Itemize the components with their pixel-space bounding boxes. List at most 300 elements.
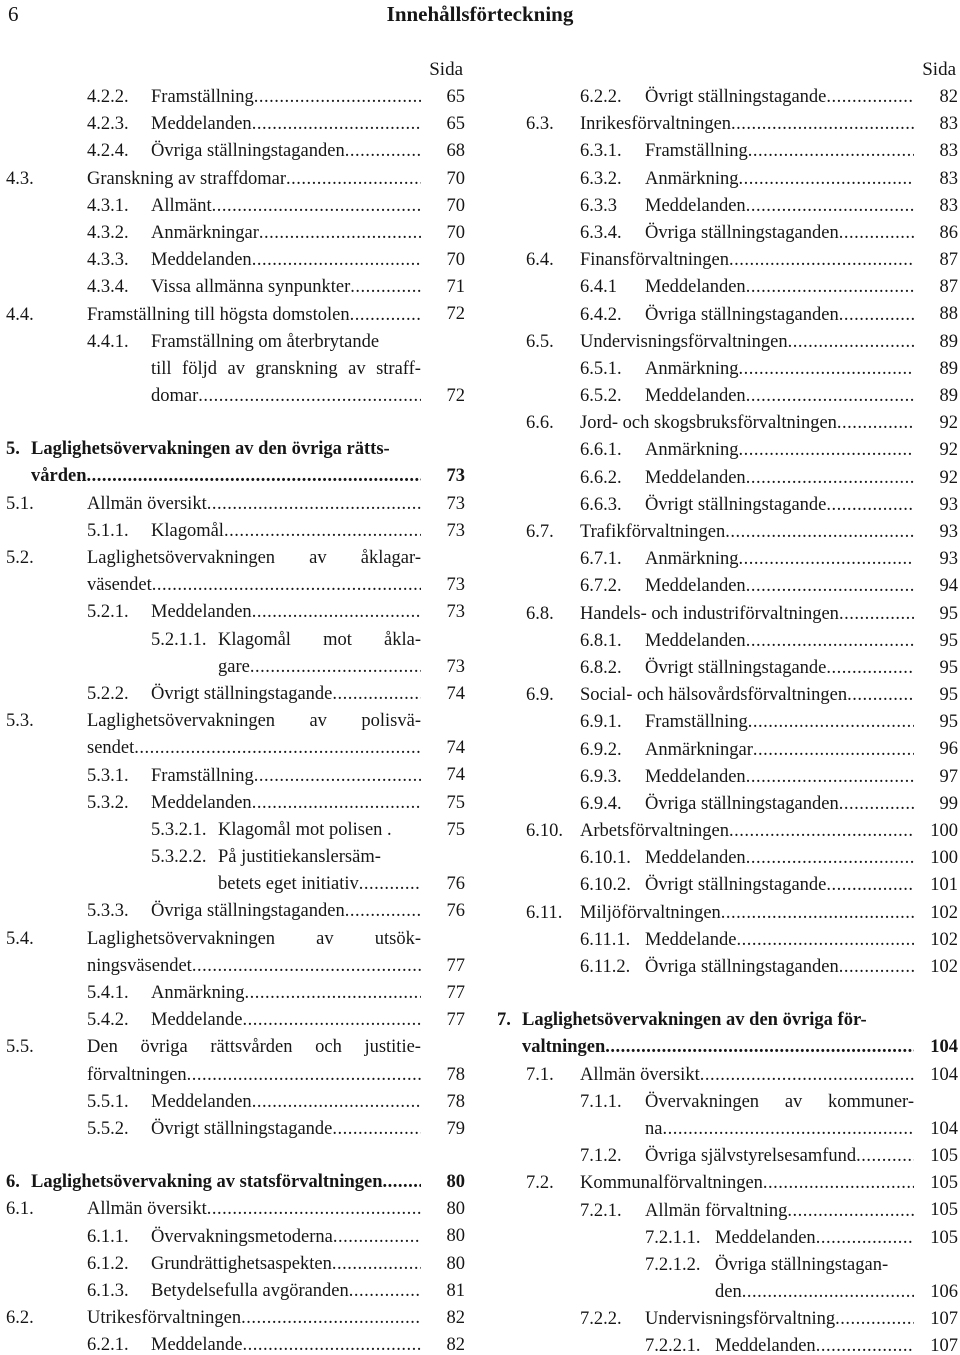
dot-leader <box>241 1305 421 1332</box>
toc-entry-page: 83 <box>939 195 958 216</box>
toc-entry-page: 100 <box>930 821 958 842</box>
toc-entry <box>6 1116 465 1143</box>
toc-entry-title-line: Laglighetsövervakningen av polisvä- <box>87 711 421 732</box>
toc-entry-page: 104 <box>930 1064 958 1085</box>
dot-leader <box>134 735 421 762</box>
toc-entry-page: 77 <box>446 955 465 976</box>
toc-entry-number: 5.5.1. <box>87 1091 129 1112</box>
dot-leader <box>252 111 421 138</box>
toc-entry-page: 107 <box>930 1309 958 1330</box>
toc-entry-number: 5.3.1. <box>87 765 129 786</box>
toc-entry <box>497 410 958 437</box>
toc-entry-title: Meddelanden <box>645 630 746 651</box>
toc-entries-right <box>497 84 958 1355</box>
dot-leader <box>345 138 421 165</box>
toc-entry-title: Meddelanden <box>151 250 252 271</box>
dot-leader <box>350 274 421 301</box>
toc-entry-number: 7.1.1. <box>580 1091 622 1112</box>
toc-entry-title: Allmän översikt <box>87 1199 207 1220</box>
toc-entry-page: 89 <box>939 358 958 379</box>
toc-entry-title: gare <box>218 656 250 677</box>
toc-entry-number: 6.2. <box>6 1308 34 1329</box>
toc-entry <box>497 356 958 383</box>
toc-entry <box>497 1143 958 1170</box>
toc-entry <box>497 737 958 764</box>
dot-leader <box>746 465 914 492</box>
toc-entry <box>497 1170 958 1197</box>
toc-entry-title: Allmän översikt <box>580 1064 700 1085</box>
dot-leader <box>746 383 914 410</box>
dot-leader <box>753 737 914 764</box>
toc-entry-title-line: Övervakningen av kommuner- <box>645 1091 914 1112</box>
toc-entry-title: den <box>715 1282 742 1303</box>
toc-entry-title: Grundrättighetsaspekten <box>151 1253 332 1274</box>
toc-entry-page: 100 <box>930 848 958 869</box>
dot-leader <box>787 1198 914 1225</box>
toc-entry-number: 4.3.3. <box>87 250 129 271</box>
toc-entry-number: 5.1.1. <box>87 520 129 541</box>
toc-entry-page: 104 <box>930 1037 958 1058</box>
toc-entry-page: 83 <box>939 141 958 162</box>
toc-entry-page: 78 <box>446 1064 465 1085</box>
toc-entry-page: 95 <box>939 712 958 733</box>
toc-entry-number: 4.2.4. <box>87 141 129 162</box>
toc-entry-title-line: Laglighetsövervakningen av den övriga rätts- <box>31 439 390 460</box>
toc-entry-page: 95 <box>939 603 958 624</box>
dot-leader <box>826 872 914 899</box>
toc-entry-title: Meddelande <box>645 929 737 950</box>
dot-leader <box>254 763 421 790</box>
toc-entry-number: 6.1.3. <box>87 1280 129 1301</box>
toc-entries-left <box>6 84 465 1355</box>
toc-entry-page: 72 <box>446 304 465 325</box>
toc-entry-number: 4.3.4. <box>87 277 129 298</box>
toc-entry <box>6 844 465 898</box>
toc-entry-number: 6.6.3. <box>580 494 622 515</box>
toc-entry-number: 6.10.2. <box>580 875 631 896</box>
toc-entry <box>497 519 958 546</box>
toc-entry-page: 74 <box>446 683 465 704</box>
toc-entry-title: Granskning av straffdomar <box>87 168 286 189</box>
toc-entry-page: 102 <box>930 956 958 977</box>
dot-leader <box>826 655 914 682</box>
toc-entry-number: 5.4.1. <box>87 983 129 1003</box>
toc-entry-title: vården <box>31 466 87 487</box>
toc-entry-number: 6.4. <box>526 250 554 271</box>
toc-entry <box>6 926 465 980</box>
dot-leader <box>729 247 914 274</box>
toc-entry-page: 92 <box>939 440 958 461</box>
dot-leader <box>739 546 914 573</box>
toc-entry <box>6 1196 465 1223</box>
toc-entry-number: 4.4. <box>6 304 34 325</box>
toc-entry-title: valtningen <box>522 1037 606 1058</box>
dot-leader <box>816 1225 914 1252</box>
dot-leader <box>746 628 914 655</box>
toc-entry-number: 4.2.2. <box>87 87 129 107</box>
toc-entry-page: 83 <box>939 168 958 189</box>
toc-entry-number: 6.1.1. <box>87 1226 129 1247</box>
toc-entry <box>497 845 958 872</box>
dot-leader <box>198 383 421 410</box>
toc-entry-number: 5.4.2. <box>87 1010 129 1031</box>
toc-entry-number: 5.2.2. <box>87 683 129 704</box>
toc-entry <box>497 1252 958 1306</box>
dot-leader <box>662 1116 914 1143</box>
dot-leader <box>345 898 421 925</box>
toc-entry-title: sendet <box>87 738 135 759</box>
dot-leader <box>605 1034 914 1061</box>
toc-entry-page: 77 <box>446 1010 465 1031</box>
toc-entry-number: 7.2.1.1. <box>645 1227 701 1248</box>
dot-leader <box>700 1062 914 1089</box>
toc-entry <box>6 84 465 111</box>
toc-entry-title: Miljöförvaltningen <box>580 902 721 923</box>
toc-entry <box>6 1305 465 1332</box>
toc-entry-number: 6.2.2. <box>580 87 622 107</box>
dot-leader <box>332 1116 421 1143</box>
toc-entry <box>6 193 465 220</box>
toc-entry-page: 73 <box>446 493 465 514</box>
toc-entry <box>497 709 958 736</box>
toc-entry-page: 87 <box>939 277 958 298</box>
toc-entry-title: domar <box>151 386 199 407</box>
toc-entry <box>497 655 958 682</box>
toc-entry-page: 70 <box>446 250 465 271</box>
toc-entry-number: 7.1. <box>526 1064 554 1085</box>
toc-entry-title: Meddelanden <box>645 386 746 407</box>
toc-entry-page: 80 <box>446 1172 465 1193</box>
toc-entry-title: Klagomål mot polisen . <box>218 819 392 840</box>
toc-entry <box>497 84 958 111</box>
toc-entry <box>497 247 958 274</box>
toc-entry-number: 6.5.2. <box>580 386 622 407</box>
toc-entry <box>6 817 465 844</box>
toc-entry-number: 7.2.2. <box>580 1309 622 1330</box>
toc-entry-page: 86 <box>939 222 958 243</box>
toc-entry-number: 7.1.2. <box>580 1146 622 1167</box>
toc-entry-title-line: Övriga ställningstagan- <box>715 1254 889 1275</box>
toc-entry-number: 6.3. <box>526 114 554 135</box>
toc-entry-title: förvaltningen <box>87 1064 187 1085</box>
toc-entry <box>497 628 958 655</box>
toc-entry-page: 65 <box>446 86 465 107</box>
toc-entry-page: 65 <box>446 114 465 135</box>
dot-leader <box>736 927 914 954</box>
toc-entry-title: Övriga ställningstaganden <box>151 141 345 162</box>
toc-entry-page: 99 <box>939 793 958 814</box>
toc-entry-page: 70 <box>446 195 465 216</box>
toc-entry-title: ningsväsendet <box>87 955 192 976</box>
dot-leader <box>746 193 914 220</box>
toc-entry-title: Övrigt ställningstagande <box>645 657 827 678</box>
dot-leader <box>725 519 914 546</box>
toc-entry <box>6 518 465 545</box>
toc-entry-title: Laglighetsövervakning av statsförvaltningen <box>31 1172 383 1193</box>
toc-entry <box>6 1278 465 1305</box>
toc-entry-title: Framställning <box>645 141 748 162</box>
toc-entry-title-line: Laglighetsövervakningen av åklagar- <box>87 548 421 568</box>
toc-entry <box>497 573 958 600</box>
toc-entry-page: 73 <box>446 602 465 623</box>
toc-entry <box>497 1007 958 1061</box>
toc-entry <box>6 708 465 762</box>
toc-entry-title: Övrigt ställningstagande <box>151 1118 333 1139</box>
toc-entry <box>6 302 465 329</box>
toc-entry <box>497 492 958 519</box>
page-title: Innehållsförteckning <box>386 2 574 26</box>
toc-entry <box>497 872 958 899</box>
toc-entry-page: 74 <box>446 765 465 786</box>
toc-entry-title: Betydelsefulla avgöranden <box>151 1280 349 1301</box>
toc-entry-title: Övriga ställningstaganden <box>151 901 345 922</box>
dot-leader <box>187 1062 421 1089</box>
toc-entry-number: 6.8. <box>526 603 554 624</box>
toc-entry-title: Meddelanden <box>151 602 252 623</box>
toc-entry-title: Meddelanden <box>645 766 746 787</box>
dot-leader <box>333 1224 421 1251</box>
toc-entry-number: 5.2.1. <box>87 602 129 623</box>
toc-entry-page: 94 <box>939 576 958 597</box>
toc-entry <box>497 166 958 193</box>
toc-entry-title-line: till följd av granskning av straff- <box>151 358 421 379</box>
dot-leader <box>252 247 421 274</box>
dot-leader <box>746 274 914 301</box>
toc-entry-page: 80 <box>446 1226 465 1247</box>
toc-entry-number: 6.11.2. <box>580 957 631 977</box>
toc-entry <box>6 980 465 1007</box>
toc-entry-number: 5.3.3. <box>87 901 129 922</box>
toc-entry-title: Övriga självstyrelsesamfund <box>645 1146 857 1167</box>
dot-leader <box>746 573 914 600</box>
dot-leader <box>252 599 421 626</box>
dot-leader <box>839 601 914 628</box>
toc-entry-number: 7. <box>497 1010 511 1031</box>
toc-entry-title: Utrikesförvaltningen <box>87 1308 242 1329</box>
toc-entry-title: Anmärkning <box>645 358 739 379</box>
dot-leader <box>207 1196 421 1223</box>
dot-leader <box>839 220 914 247</box>
toc-entry-number: 6.9. <box>526 685 554 706</box>
toc-entry <box>6 545 465 599</box>
toc-entry-number: 6.9.1. <box>580 712 622 733</box>
toc-entry <box>6 1169 465 1196</box>
toc-entry-page: 88 <box>939 304 958 325</box>
toc-entry-number: 6.3.2. <box>580 168 622 189</box>
toc-entry <box>6 1332 465 1355</box>
toc-entry <box>497 682 958 709</box>
toc-entry-title: Övrigt ställningstagande <box>151 683 333 704</box>
toc-entry <box>6 274 465 301</box>
toc-entry-page: 83 <box>939 114 958 135</box>
toc-entry-number: 6.8.2. <box>580 657 622 678</box>
toc-entry-number: 5.3.2. <box>87 792 129 813</box>
toc-entry-title: Undervisningsförvaltning <box>645 1309 836 1330</box>
dot-leader <box>207 491 421 518</box>
toc-entry-page: 105 <box>930 1200 958 1221</box>
toc-entry-title: Trafikförvaltningen <box>580 522 726 542</box>
toc-entry-page: 68 <box>446 141 465 162</box>
toc-entry-title: Anmärkningar <box>151 222 259 243</box>
toc-entry-title-line: På justitiekanslersäm- <box>218 847 381 868</box>
toc-entry-page: 101 <box>930 875 958 896</box>
toc-entry-title: Klagomål <box>151 520 224 541</box>
toc-entry <box>6 1251 465 1278</box>
toc-entry-number: 6.3.1. <box>580 141 622 162</box>
toc-entry-number: 6.6.2. <box>580 467 622 488</box>
toc-entry-number: 5.3.2.2. <box>151 847 207 868</box>
dot-leader <box>349 1278 421 1305</box>
toc-entry-page: 70 <box>446 168 465 189</box>
toc-entry <box>6 681 465 708</box>
toc-entry <box>497 818 958 845</box>
toc-entry <box>6 491 465 518</box>
toc-entry <box>6 790 465 817</box>
toc-entry <box>6 436 465 490</box>
toc-entry-page: 76 <box>446 901 465 922</box>
page-number: 6 <box>8 2 19 26</box>
dot-leader <box>192 953 421 980</box>
toc-entry-page: 106 <box>930 1282 958 1303</box>
toc-entry <box>497 1306 958 1333</box>
toc-entry-number: 4.2.3. <box>87 114 129 135</box>
dot-leader <box>839 302 914 329</box>
toc-entry-title-line: Framställning om återbrytande <box>151 331 380 352</box>
toc-entry-title: Övriga ställningstaganden <box>645 222 839 243</box>
toc-entry <box>497 900 958 927</box>
toc-entry-page: 73 <box>446 656 465 677</box>
dot-leader <box>748 709 914 736</box>
toc-entry-page: 82 <box>446 1308 465 1329</box>
toc-entry <box>6 111 465 138</box>
toc-entry-title: Undervisningsförvaltningen <box>580 331 788 352</box>
dot-leader <box>839 791 914 818</box>
toc-entry-title: Framställning <box>151 87 254 107</box>
toc-entry-page: 95 <box>939 657 958 678</box>
toc-entry-page: 74 <box>446 738 465 759</box>
toc-entry-number: 6.11.1. <box>580 929 631 950</box>
toc-entry-page: 105 <box>930 1146 958 1167</box>
dot-leader <box>826 492 914 519</box>
toc-entry <box>6 220 465 247</box>
toc-entry-page: 107 <box>930 1336 958 1355</box>
toc-entry-number: 5.3.2.1. <box>151 819 207 840</box>
toc-entry-number: 4.3. <box>6 168 34 189</box>
toc-entry-page: 102 <box>930 902 958 923</box>
toc-entry-title: Meddelanden <box>715 1336 816 1355</box>
toc-entry-number: 6.10. <box>526 821 563 842</box>
dot-leader <box>224 518 421 545</box>
toc-entry-number: 6.2.1. <box>87 1335 129 1355</box>
toc-entry-number: 6.3.3 <box>580 195 617 216</box>
toc-entry-number: 6.1.2. <box>87 1253 129 1274</box>
toc-entry-number: 5. <box>6 439 20 460</box>
toc-entry <box>497 383 958 410</box>
toc-entry-number: 6.9.4. <box>580 793 622 814</box>
toc-entry-title: Övriga ställningstaganden <box>645 957 839 977</box>
dot-leader <box>152 572 421 599</box>
toc-entry-number: 6.7. <box>526 522 554 542</box>
toc-entry-page: 79 <box>446 1118 465 1139</box>
toc-entry-page: 70 <box>446 222 465 243</box>
toc-entry-title: Social- och hälsovårdsförvaltningen <box>580 685 848 706</box>
toc-entry <box>497 329 958 356</box>
toc-entry <box>6 329 465 411</box>
toc-entry-title: Övriga ställningstaganden <box>645 304 839 325</box>
toc-entry-page: 105 <box>930 1173 958 1194</box>
toc-entry-title: Handels- och industriförvaltningen <box>580 603 839 624</box>
toc-entry-title-line: Klagomål mot åkla- <box>218 629 421 650</box>
toc-entry-number: 5.5.2. <box>87 1118 129 1139</box>
toc-entry-page: 82 <box>446 1335 465 1355</box>
toc-entry <box>497 274 958 301</box>
dot-leader <box>252 1089 421 1116</box>
dot-leader <box>816 1333 914 1355</box>
toc-entry-page: 73 <box>446 466 465 487</box>
dot-leader <box>746 764 914 791</box>
toc-entry-title: Övrigt ställningstagande <box>645 875 827 896</box>
sida-label: Sida <box>429 59 463 80</box>
toc-entry-page: 75 <box>446 819 465 840</box>
dot-leader <box>742 1279 914 1306</box>
toc-entry-title-line: Den övriga rättsvården och justitie- <box>87 1037 421 1058</box>
toc-entry <box>6 1007 465 1034</box>
toc-entry <box>497 1062 958 1089</box>
toc-entry-number: 6.8.1. <box>580 630 622 651</box>
toc-entry-title: Övrigt ställningstagande <box>645 494 827 515</box>
toc-entry <box>6 1224 465 1251</box>
toc-entry <box>497 138 958 165</box>
toc-entry-number: 6.6.1. <box>580 440 622 461</box>
toc-entry-title: Anmärkning <box>645 440 739 461</box>
toc-entry <box>6 627 465 681</box>
toc-entry-number: 6.3.4. <box>580 222 622 243</box>
toc-entry-number: 6.10.1. <box>580 848 631 869</box>
dot-leader <box>847 682 914 709</box>
toc-entry <box>497 193 958 220</box>
toc-entry-page: 96 <box>939 739 958 760</box>
dot-leader <box>739 437 914 464</box>
toc-entry-number: 7.2. <box>526 1173 554 1194</box>
toc-entry <box>497 601 958 628</box>
toc-entry-title: Övrigt ställningstagande <box>645 87 827 107</box>
toc-entry-title: Anmärkning <box>151 983 245 1003</box>
toc-entry <box>6 247 465 274</box>
toc-entry-title: Jord- och skogsbruksförvaltningen <box>580 413 837 434</box>
toc-entry-page: 104 <box>930 1118 958 1139</box>
toc-entry-title: Finansförvaltningen <box>580 250 730 271</box>
toc-entry <box>6 898 465 925</box>
toc-entry-title: Framställning <box>151 765 254 786</box>
toc-entry <box>497 111 958 138</box>
toc-entry-number: 6.5.1. <box>580 358 622 379</box>
toc-entry <box>497 437 958 464</box>
toc-entry <box>6 1034 465 1088</box>
dot-leader <box>839 954 914 981</box>
toc-entry-number: 6.5. <box>526 331 554 352</box>
toc-entry-title: Anmärkning <box>645 549 739 570</box>
toc-entry-title: Inrikesförvaltningen <box>580 114 732 135</box>
toc-entry-title: betets eget initiativ <box>218 874 359 895</box>
toc-entry <box>497 465 958 492</box>
toc-entry-title: Vissa allmänna synpunkter <box>151 277 351 298</box>
toc-entry-page: 78 <box>446 1091 465 1112</box>
toc-entry-title: Meddelanden <box>151 1091 252 1112</box>
toc-entry-title: Meddelande <box>151 1335 243 1355</box>
toc-entry-number: 7.2.1. <box>580 1200 622 1221</box>
toc-entry <box>497 791 958 818</box>
toc-entry-title: na <box>645 1118 663 1139</box>
